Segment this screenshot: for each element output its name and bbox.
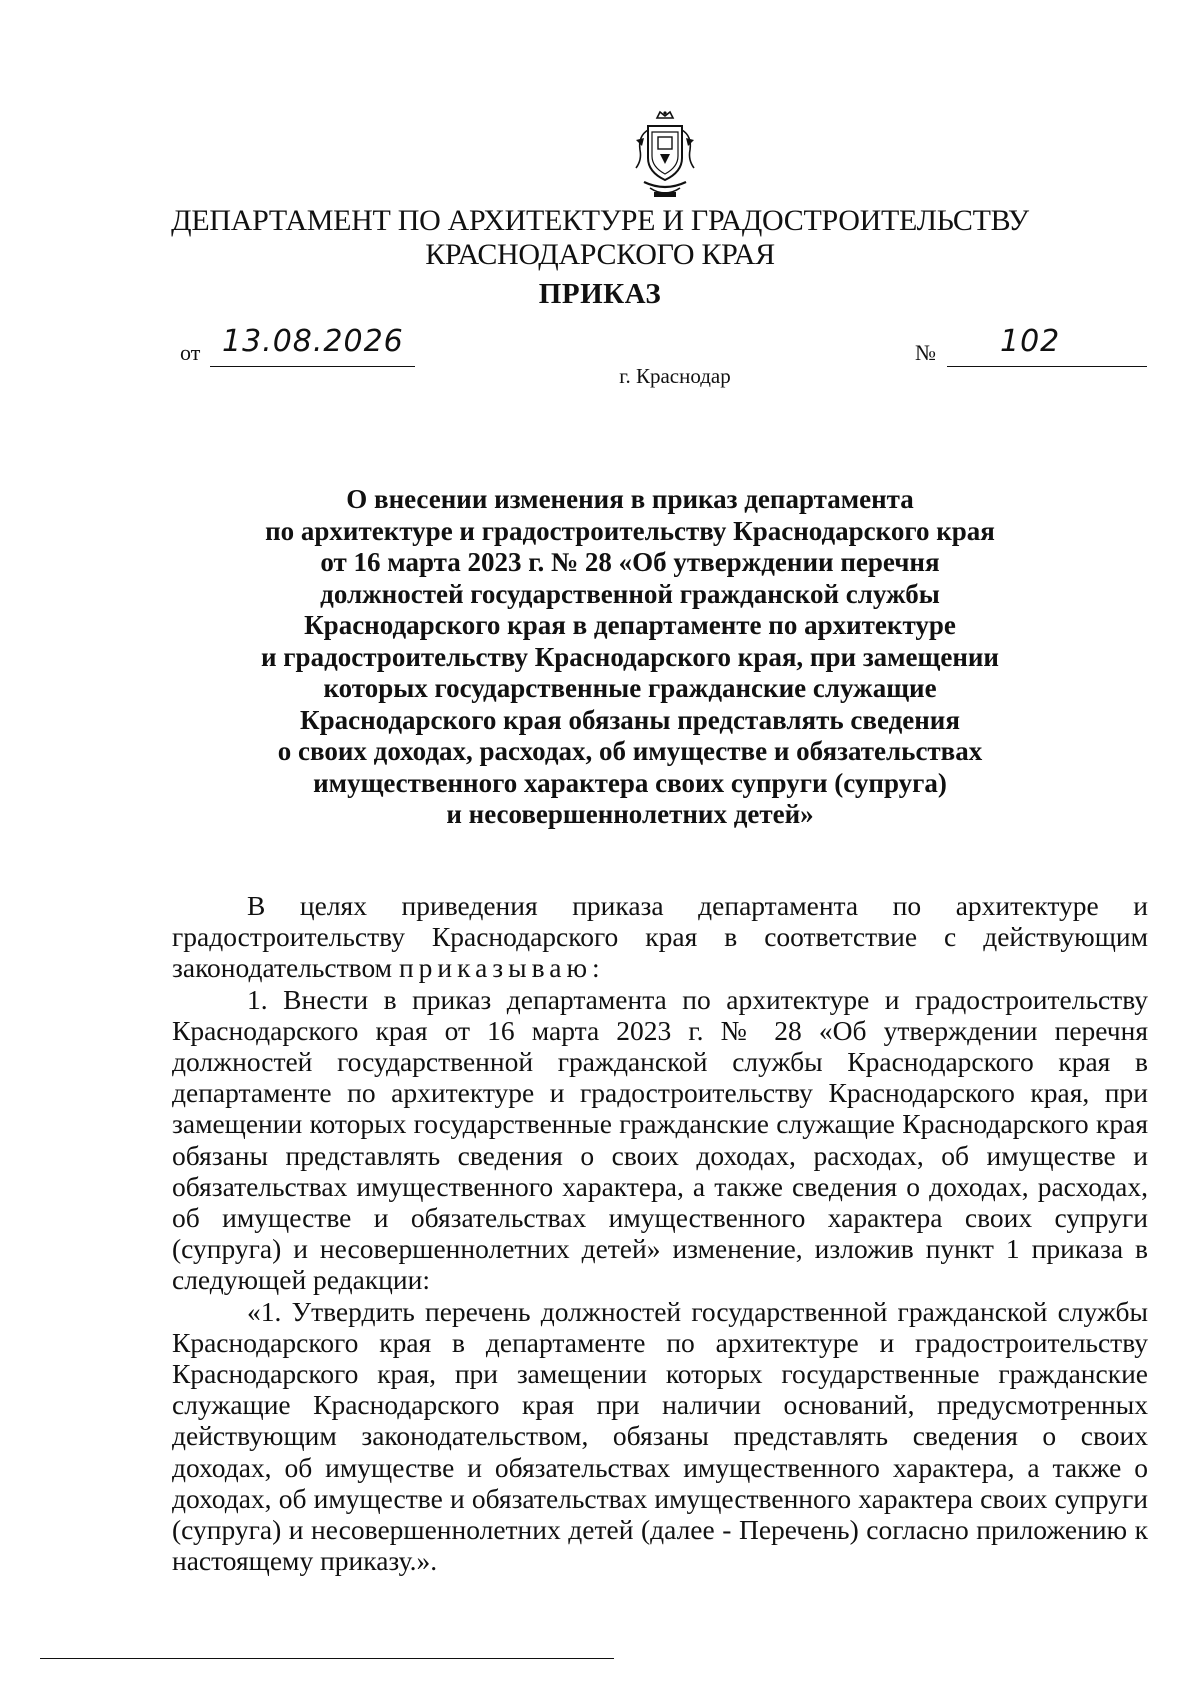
footer-divider bbox=[40, 1658, 614, 1659]
clause-1-paragraph: 1. Внести в приказ департамента по архитектуре и градостроительству Краснодарского края от 16 марта 2023 г. № 28 «Об утверждении перечня должностей государственной гражданской службы Краснодарского края в департаменте по архитектуре и градостроительству Краснодарского края, при замещении которых государственные гражданские служащие Краснодарского края обязаны представлять сведения о своих доходах, расходах, об имуществе и обязательствах имущественного характера, а также сведения о доходах, расходах, об имуществе и обязательствах имущественного характера своих супруги (супруга) и несовершеннолетних детей» изменение, изложив пункт 1 приказа в следующей редакции: bbox=[172, 983, 1148, 1296]
preamble-paragraph bbox=[172, 890, 1148, 984]
clause-1-new-wording-paragraph: «1. Утвердить перечень должностей государственной гражданской службы Краснодарского края в департаменте по архитектуре и градостроительству Краснодарского края, при замещении которых государственные гражданские служащие Краснодарского края при наличии оснований, предусмотренных действующим законодательством, обязаны представлять сведения о своих доходах, об имуществе и обязательствах имущественного характера, а также о доходах, об имуществе и обязательствах имущественного характера своих супруги (супруга) и несовершеннолетних детей (далее - Перечень) согласно приложению к настоящему приказу.». bbox=[172, 1295, 1148, 1577]
order-body bbox=[172, 890, 1148, 1576]
subject-line: имущественного характера своих супруги (супруга) bbox=[313, 767, 947, 798]
city-name: г. Краснодар bbox=[619, 364, 731, 388]
subject-line: по архитектуре и градостроительству Краснодарского края bbox=[265, 515, 995, 546]
subject-line: Краснодарского края в департаменте по архитектуре bbox=[304, 610, 956, 640]
subject-line: которых государственные гражданские служащие bbox=[323, 673, 937, 703]
order-verb: приказываю bbox=[398, 952, 593, 984]
number-handwritten-value: 102 bbox=[1000, 324, 1061, 359]
date-handwritten-value: 13.08.2026 bbox=[222, 324, 404, 359]
preamble-colon: : bbox=[592, 952, 600, 984]
preamble-text: В целях приведения приказа департамента по архитектуре и градостроительству Краснодарского края в соответствие с действующим законодательством bbox=[172, 890, 1148, 984]
department-name-line2: КРАСНОДАРСКОГО КРАЯ bbox=[425, 238, 775, 271]
subject-line: от 16 марта 2023 г. № 28 «Об утверждении перечня bbox=[320, 547, 940, 577]
coat-of-arms-icon bbox=[630, 110, 700, 200]
order-subject bbox=[150, 484, 1110, 831]
subject-line: о своих доходах, расходах, об имуществе и обязательствах bbox=[277, 736, 983, 766]
number-prefix: № bbox=[915, 340, 936, 365]
order-title: ПРИКАЗ bbox=[538, 278, 662, 310]
subject-line: должностей государственной гражданской службы bbox=[320, 578, 940, 609]
subject-line: О внесении изменения в приказ департамента bbox=[346, 484, 914, 514]
subject-line: и градостроительству Краснодарского края, при замещении bbox=[260, 641, 999, 672]
subject-line: Краснодарского края обязаны представлять сведения bbox=[300, 704, 960, 735]
department-name bbox=[150, 204, 1050, 272]
date-prefix: от bbox=[180, 340, 201, 365]
department-name-line1: ДЕПАРТАМЕНТ ПО АРХИТЕКТУРЕ И ГРАДОСТРОИТЕЛЬСТВУ bbox=[171, 204, 1029, 237]
subject-line: и несовершеннолетних детей» bbox=[446, 799, 814, 829]
